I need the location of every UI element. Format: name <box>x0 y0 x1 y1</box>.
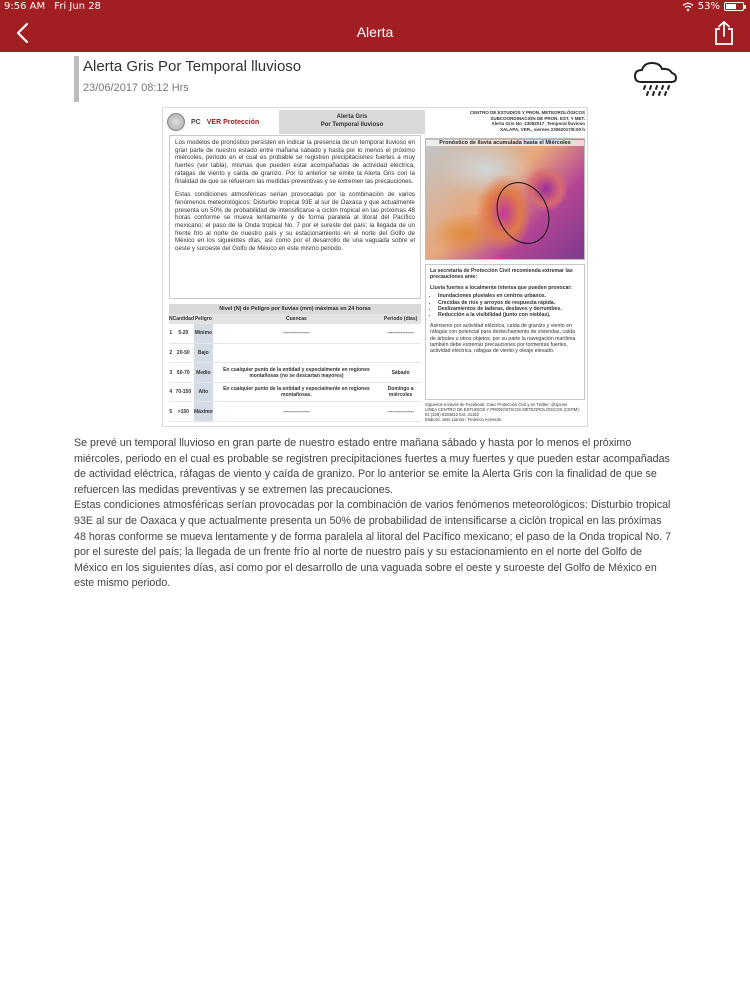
table-cell: ---------------- <box>380 402 421 422</box>
cloud-rain-icon <box>632 60 678 98</box>
table-caption: Nivel (N) de Peligro por lluvias (mm) máximas en 24 horas <box>169 304 421 314</box>
alert-description <box>74 436 674 592</box>
table-cell: 2 <box>169 343 173 363</box>
pc-logo: PC <box>191 118 201 126</box>
table-cell: 5-20 <box>173 324 194 344</box>
table-cell: Alto <box>194 382 213 402</box>
bulletin-alert-line1: Alerta Gris <box>336 114 368 120</box>
footer-line: Elaboró: José Llanos / Federico Acevedo <box>425 417 502 422</box>
map-highlight-ellipse <box>487 173 559 252</box>
table-cell: En cualquier punto de la entidad y especialmente en regiones montañosas (no se descartan mayores) <box>213 363 381 383</box>
header-accent-bar <box>74 56 79 102</box>
bulletin-text-box <box>169 135 421 299</box>
footer-line: LÍNEA CENTRO DE ESTUDIOS Y PRONÓSTICOS METEOROLÓGICOS (CEPM): 01 (228) 8184812 Ext. 21162 <box>425 407 580 417</box>
nav-title: Alerta <box>356 24 394 40</box>
share-button[interactable] <box>712 20 736 46</box>
org-line: Alerta Gris No_23062017_Temporal lluvioso <box>491 121 585 126</box>
table-cell: >150 <box>173 402 194 422</box>
description-paragraph: Se prevé un temporal lluvioso en gran parte de nuestro estado entre mañana sábado y hasta por lo menos el próximo miércoles, periodo en el cual es probable se registren precipitaciones fuertes a muy fuertes y que pueden estar acompañadas de actividad eléctrica, ráfagas de viento y caída de granizo. Por lo anterior se emite la Alerta Gris con la finalidad de que se refuercen las medidas preventivas y se extremen las precauciones. <box>74 437 670 496</box>
bulletin-organization <box>429 110 585 138</box>
org-line: XALAPA, VER., viernes 23062017/8:00 h <box>500 126 585 132</box>
wifi-icon <box>682 2 694 12</box>
description-paragraph: Estas condiciones atmosféricas serían provocadas por la combinación de varios fenómenos meteorológicos: Disturbio tropical 93E al sur de Oaxaca y que actualmente presenta un 50% de probabilidad de intensificarse a ciclón tropical en las próximas 48 horas conforme se mueva lentamente y de forma paralela al litoral del Pacífico mexicano; el paso de la Onda tropical No. 7 por el sureste del país; la llegada de un frente frío al norte de nuestro país y su estacionamiento en el norte del Golfo de México en los siguientes días, así como por el desarrollo de una vaguada sobre el oeste y suroeste del Golfo de México en este mismo periodo. <box>74 499 672 590</box>
footer-line: Síguenos a través de Facebook: Caec Protección Civil y en Twitter: @spcver <box>425 402 568 407</box>
table-cell: En cualquier punto de la entidad y especialmente en regiones montañosas. <box>213 382 381 402</box>
table-cell: 4 <box>169 382 173 402</box>
recs-item: • Inundaciones pluviales en centros urbanos. <box>438 293 580 299</box>
bulletin-recommendations <box>425 264 585 400</box>
alert-header <box>74 56 674 102</box>
table-cell: Medio <box>194 363 213 383</box>
share-icon <box>716 22 732 44</box>
status-left <box>4 1 107 12</box>
recs-item: • Deslizamientos de laderas, deslaves y derrumbes. <box>438 306 580 312</box>
table-cell: Domingo a miércoles <box>380 382 421 402</box>
table-row <box>169 402 421 422</box>
recs-note: Asimismo por actividad eléctrica, caída de granizo y viento en ráfagas con potencial para destechamiento de viviendas, caída de árboles u otros objetos, por su parte la navegación marítima también debe extremar precauciones por tormentas fuertes, actividad eléctrica, ráfagas de viento y oleaje elevado. <box>430 322 576 355</box>
alert-bulletin-image[interactable] <box>162 107 588 427</box>
danger-level-table <box>169 304 421 422</box>
status-right <box>682 1 744 12</box>
recs-item: • Reducción a la visibilidad (junto con nieblas). <box>438 312 580 318</box>
table-cell <box>380 343 421 363</box>
table-row <box>169 324 421 344</box>
table-cell: 1 <box>169 324 173 344</box>
table-cell: 50-70 <box>173 363 194 383</box>
battery-icon <box>724 2 744 11</box>
table-cell: ---------------- <box>380 324 421 344</box>
table-header: Peligro <box>194 316 212 323</box>
status-bar <box>0 0 750 14</box>
nav-bar <box>0 14 750 52</box>
recs-item: • Crecidas de ríos y arroyos de respuesta rápida. <box>438 300 580 306</box>
rain-forecast-map <box>425 138 585 260</box>
table-cell: Bajo <box>194 343 213 363</box>
ver-proteccion-logo: VER Protección <box>206 118 260 126</box>
alert-title: Alerta Gris Por Temporal lluvioso <box>83 58 302 75</box>
map-title: Pronóstico de lluvia acumulada hasta el Miércoles <box>426 140 584 146</box>
table-cell: 20-50 <box>173 343 194 363</box>
status-date: Fri Jun 28 <box>54 1 101 12</box>
table-header: Periodo (días) <box>380 314 421 323</box>
table-header-row <box>169 314 421 323</box>
bulletin-alert-box <box>279 110 425 134</box>
table-cell: Mínimo <box>194 324 213 344</box>
battery-percent: 53% <box>697 1 720 12</box>
bulletin-alert-line2: Por Temporal lluvioso <box>320 122 384 128</box>
bulletin-paragraph: Los modelos de pronóstico persisten en indicar la presencia de un temporal lluvioso en gran parte de nuestro estado entre mañana sábado y hasta por lo menos el próximo miércoles, periodo en el cual es probable se registren precipitaciones fuertes a muy fuertes (ver tabla), mismas que pueden estar acompañadas de actividad eléctrica, ráfagas de viento y caída de granizo. Por lo anterior se emite la Alerta Gris con la finalidad de que se refuercen las medidas preventivas y se extremen las precauciones. <box>175 139 415 185</box>
table-header: Cuencas <box>213 314 381 323</box>
table-row <box>169 343 421 363</box>
table-cell: 5 <box>169 402 173 422</box>
table-cell: Máximo <box>194 402 213 422</box>
recs-subtitle: Lluvia fuertes a localmente intensa que pueden provocar: <box>430 284 573 291</box>
battery-fill <box>726 4 736 9</box>
recs-title: La secretaría de Protección Civil recomienda extremar las precauciones ante: <box>430 268 573 281</box>
bulletin-paragraph: Estas condiciones atmosféricas serían provocadas por la combinación de varios fenómenos meteorológicos: Disturbio tropical 93E al sur de Oaxaca y que actualmente presenta un 50% de probabilidad de intensificarse a ciclón tropical en las próximas 48 horas conforme se mueva lentamente y de forma paralela al litoral del Pacífico mexicano; el paso de la Onda tropical No. 7 por el sureste del país; la llegada de un frente frío al norte de nuestro país y su estacionamiento en el norte del Golfo de México en los siguientes días, así como por el desarrollo de una vaguada sobre el oeste y suroeste del Golfo de México en este mismo periodo. <box>175 191 415 253</box>
recs-list <box>438 293 580 319</box>
table-row <box>169 363 421 383</box>
table-cell: 3 <box>169 363 173 383</box>
bulletin-footer <box>425 402 585 426</box>
government-seal-logo <box>167 113 185 131</box>
org-line: CENTRO DE ESTUDIOS Y PRON. METEOROLÓGICOS <box>469 110 585 115</box>
table-header: Cantidad <box>172 316 195 323</box>
alert-datetime: 23/06/2017 08:12 Hrs <box>83 82 189 94</box>
table-cell: ---------------- <box>213 402 381 422</box>
table-cell: 70-150 <box>173 382 194 402</box>
org-line: SUBCOORDINACIÓN DE PRON. EST. Y MET. <box>490 115 585 121</box>
table-header: N <box>169 316 173 323</box>
table-row <box>169 382 421 402</box>
table-cell <box>213 343 381 363</box>
status-time: 9:56 AM <box>4 1 46 12</box>
table-cell: ---------------- <box>213 324 381 344</box>
table-cell: Sábado <box>380 363 421 383</box>
